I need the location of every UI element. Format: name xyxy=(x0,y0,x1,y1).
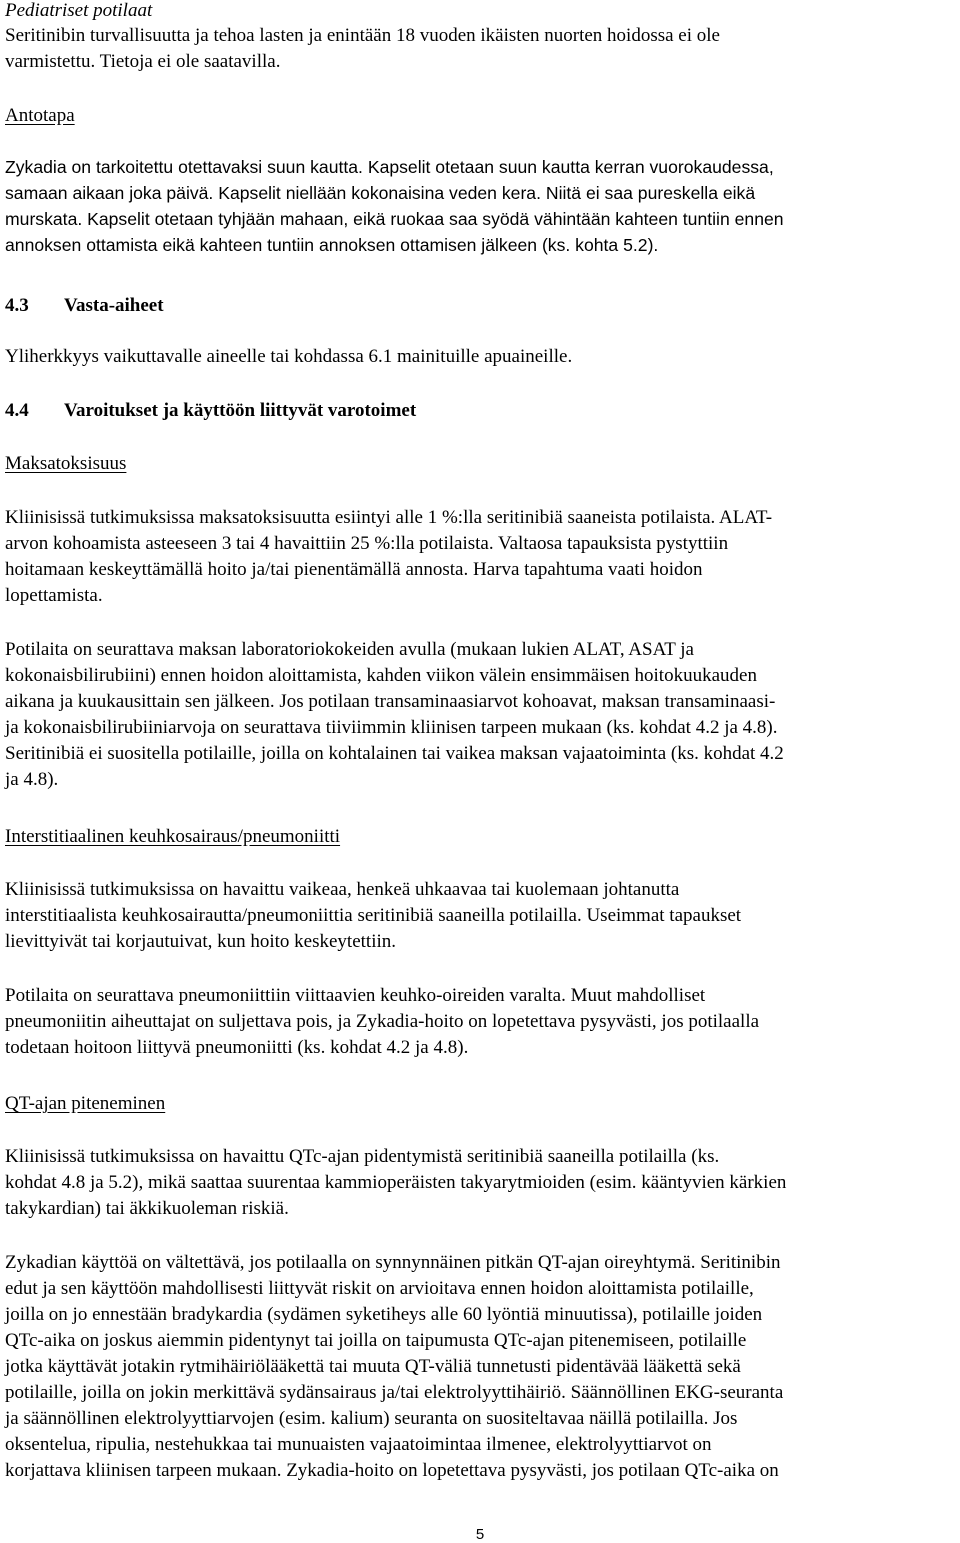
hepatotoxicity-p2-line-5: Seritinibiä ei suositella potilaille, joilla on kohtalainen tai vaikea maksan vajaatoiminta (ks. kohdat 4.2 xyxy=(5,743,784,764)
ild-p1-line-3: lievittyivät tai korjautuivat, kun hoito keskeytettiin. xyxy=(5,931,397,952)
administration-heading: Antotapa xyxy=(5,105,75,126)
section-4-3-title: Vasta-aiheet xyxy=(64,295,164,316)
qt-p1-line-1: Kliinisissä tutkimuksissa on havaittu QTc-ajan pidentymistä seritinibiä saaneilla potilailla (ks. xyxy=(5,1146,720,1167)
qt-p2-line-7: ja säännöllinen elektrolyyttiarvojen (esim. kalium) seuranta on suositeltavaa näillä potilailla. Jos xyxy=(5,1408,738,1429)
qt-heading: QT-ajan piteneminen xyxy=(5,1093,166,1114)
ild-p2-line-1: Potilaita on seurattava pneumoniittiin viittaavien keuhko-oireiden varalta. Muut mahdolliset xyxy=(5,985,706,1006)
qt-p2-line-8: oksentelua, ripulia, nestehukkaa tai munuaisten vajaatoimintaa ilmenee, elektrolyyttiarvot on xyxy=(5,1434,712,1455)
administration-line-4: annoksen ottamista eikä kahteen tuntiin annoksen ottamisen jälkeen (ks. kohta 5.2). xyxy=(5,235,659,255)
pediatric-line-1: Seritinibin turvallisuutta ja tehoa lasten ja enintään 18 vuoden ikäisten nuorten hoidossa ei ole xyxy=(5,25,720,46)
ild-p1-line-1: Kliinisissä tutkimuksissa on havaittu vaikeaa, henkeä uhkaavaa tai kuolemaan johtanutta xyxy=(5,879,680,900)
qt-p2-line-2: edut ja sen käyttöön mahdollisesti liittyvät riskit on arvioitava ennen hoidon aloittamista potilaille, xyxy=(5,1278,754,1299)
section-4-3-heading xyxy=(5,293,164,319)
section-4-3-number: 4.3 xyxy=(5,295,29,316)
section-4-4-number: 4.4 xyxy=(5,400,29,421)
qt-p2-line-3: joilla on jo ennestään bradykardia (sydämen syketiheys alle 60 lyöntiä minuutissa), potilaille joiden xyxy=(5,1304,763,1325)
hepatotoxicity-p1-line-3: hoitamaan keskeyttämällä hoito ja/tai pienentämällä annosta. Harva tapahtuma vaati hoidon xyxy=(5,559,703,580)
hepatotoxicity-p2-line-3: aikana ja kuukausittain sen jälkeen. Jos potilaan transaminaasiarvot kohoavat, maksan transaminaasi- xyxy=(5,691,776,712)
administration-line-3: murskata. Kapselit otetaan tyhjään mahaan, eikä ruokaa saa syödä vähintään kahteen tuntiin ennen xyxy=(5,209,784,229)
pediatric-line-2: varmistettu. Tietoja ei ole saatavilla. xyxy=(5,51,281,72)
hepatotoxicity-p2-line-4: ja kokonaisbilirubiiniarvoja on seurattava tiiviimmin kliinisen tarpeen mukaan (ks. kohdat 4.2 ja 4.8). xyxy=(5,717,778,738)
administration-line-1: Zykadia on tarkoitettu otettavaksi suun kautta. Kapselit otetaan suun kautta kerran vuorokaudessa, xyxy=(5,157,774,177)
hepatotoxicity-p2-line-1: Potilaita on seurattava maksan laboratoriokokeiden avulla (mukaan lukien ALAT, ASAT ja xyxy=(5,639,694,660)
ild-p2-line-3: todetaan hoitoon liittyvä pneumoniitti (ks. kohdat 4.2 ja 4.8). xyxy=(5,1037,469,1058)
qt-p2-line-4: QTc-aika on joskus aiemmin pidentynyt tai joilla on taipumusta QTc-ajan pitenemiseen, potilaille xyxy=(5,1330,747,1351)
hepatotoxicity-heading: Maksatoksisuus xyxy=(5,453,127,474)
qt-p1-line-2: kohdat 4.8 ja 5.2), mikä saattaa suurentaa kammioperäisten takyarytmioiden (esim. kääntyvien kärkien xyxy=(5,1172,787,1193)
ild-p1-line-2: interstitiaalista keuhkosairautta/pneumoniittia seritinibiä saaneilla potilailla. Useimmat tapaukset xyxy=(5,905,742,926)
administration-line-2: samaan aikaan joka päivä. Kapselit niellään kokonaisina veden kera. Niitä ei saa pureskella eikä xyxy=(5,183,756,203)
section-4-4-title: Varoitukset ja käyttöön liittyvät varotoimet xyxy=(64,400,417,421)
ild-heading: Interstitiaalinen keuhkosairaus/pneumoniitti xyxy=(5,826,341,847)
section-4-3-text: Yliherkkyys vaikuttavalle aineelle tai kohdassa 6.1 mainituille apuaineille. xyxy=(5,346,573,367)
qt-p1-line-3: takykardian) tai äkkikuoleman riskiä. xyxy=(5,1198,289,1219)
pediatric-heading: Pediatriset potilaat xyxy=(5,0,153,21)
qt-p2-line-6: potilaille, joilla on jokin merkittävä sydänsairaus ja/tai elektrolyyttihäiriö. Säännöllinen EKG-seuranta xyxy=(5,1382,784,1403)
qt-p2-line-9: korjattava kliinisen tarpeen mukaan. Zykadia-hoito on lopetettava pysyvästi, jos potilaan QTc-aika on xyxy=(5,1460,779,1481)
hepatotoxicity-p2-line-2: kokonaisbilirubiini) ennen hoidon aloittamista, kahden viikon välein ensimmäisen hoitokuukauden xyxy=(5,665,757,686)
qt-p2-line-5: jotka käyttävät jotakin rytmihäiriölääkettä tai muuta QT-väliä tunnetusti pidentävää lääkettä sekä xyxy=(5,1356,741,1377)
hepatotoxicity-p2-line-6: ja 4.8). xyxy=(5,769,59,790)
hepatotoxicity-p1-line-2: arvon kohoamista asteeseen 3 tai 4 havaittiin 25 %:lla potilaista. Valtaosa tapauksista pystyttiin xyxy=(5,533,729,554)
qt-p2-line-1: Zykadian käyttöä on vältettävä, jos potilaalla on synnynnäinen pitkän QT-ajan oireyhtymä. Seritinibin xyxy=(5,1252,781,1273)
hepatotoxicity-p1-line-4: lopettamista. xyxy=(5,585,103,606)
page-number: 5 xyxy=(475,1526,485,1543)
hepatotoxicity-p1-line-1: Kliinisissä tutkimuksissa maksatoksisuutta esiintyi alle 1 %:lla seritinibiä saaneista potilaista. ALAT- xyxy=(5,507,773,528)
section-4-4-heading xyxy=(5,398,416,424)
ild-p2-line-2: pneumoniitin aiheuttajat on suljettava pois, ja Zykadia-hoito on lopetettava pysyvästi, jos potilaalla xyxy=(5,1011,760,1032)
